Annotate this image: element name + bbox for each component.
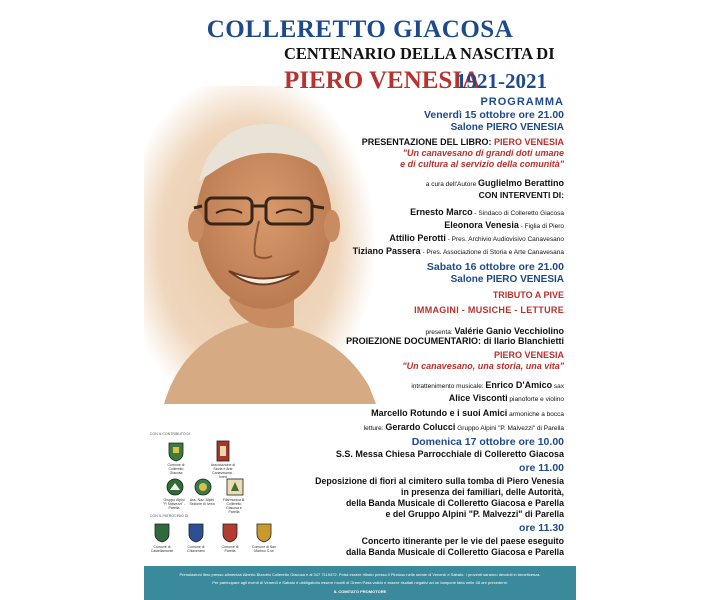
flowers-line: Deposizione di fiori al cimitero sulla tomba di Piero Venesia	[315, 476, 564, 486]
documentary-author: di Ilario Blanchietti	[483, 336, 564, 346]
footer-bar	[144, 566, 576, 600]
logo-caption: Gruppo Alpini "P. Malvezzi" - Parella	[162, 498, 186, 510]
tribute-title: TRIBUTO A PIVE	[492, 290, 564, 300]
honoree-name: PIERO VENESIA	[284, 67, 481, 94]
portrait-photo	[144, 86, 376, 404]
coat-of-arms-icon	[168, 442, 184, 462]
reader-name: Gerardo Colucci	[385, 422, 456, 432]
logo-caption: Comune di Colleretto Giacosa	[167, 463, 185, 475]
music-prefix: intrattenimento musicale:	[411, 383, 486, 390]
readings-prefix: letture:	[363, 425, 386, 432]
footer-signature: IL COMITATO PROMOTORE	[333, 589, 387, 594]
presenter-prefix: presenta:	[425, 329, 455, 336]
alpini-group-icon	[166, 478, 184, 496]
book-presentation	[362, 138, 564, 147]
speaker-name: Eleonora Venesia	[444, 220, 519, 230]
readings-line	[364, 418, 564, 434]
harmonica-name: Marcello Rotundo e i suoi Amici	[371, 408, 508, 418]
san-martino-crest-icon	[256, 523, 272, 543]
logo-caption: Associazione di Storia e Arte Canavesana - Ivrea	[210, 463, 236, 479]
book-title: PIERO VENESIA	[493, 137, 564, 147]
flowers-line: in presenza dei familiari, delle Autorità,	[401, 487, 564, 497]
speaker-name: Tiziano Passera	[352, 246, 421, 256]
mass-line: S.S. Messa Chiesa Parrocchiale di Colleretto Giacosa	[335, 449, 564, 459]
centenary-subtitle: CENTENARIO DELLA NASCITA DI	[284, 44, 555, 63]
speaker-name: Ernesto Marco	[410, 207, 473, 217]
sponsor-logos	[150, 432, 290, 562]
tribute-themes: IMMAGINI - MUSICHE - LETTURE	[414, 305, 564, 315]
day3-time-3: ore 11.30	[519, 522, 564, 534]
program-heading: PROGRAMMA	[480, 96, 564, 108]
author-name: Guglielmo Berattino	[477, 178, 564, 188]
logo-caption: Filarmonica B. Colleretto Giacosa e Parella	[222, 498, 246, 514]
author-line	[426, 174, 564, 190]
logo-caption: Comune di Parella	[221, 545, 239, 553]
association-emblem-icon	[216, 440, 230, 462]
reader-group: Gruppo Alpini "P. Malvezzi" di Parella	[455, 425, 564, 432]
contributors-label: CON IL CONTRIBUTO DI	[150, 432, 191, 436]
speaker-role: - Sindaco di Colleretto Giacosa	[472, 210, 564, 217]
book-quote-2: e di cultura al servizio della comunità"	[400, 159, 564, 169]
documentary-quote: "Un canavesano, una storia, una vita"	[402, 361, 564, 371]
harmonica-instrument: armoniche a bocca	[507, 411, 564, 418]
speaker-row	[353, 242, 564, 258]
speaker-role: - Figlia di Piero	[518, 223, 564, 230]
speaker-role: - Pres. Associazione di Storia e Arte Canavesana	[420, 249, 564, 256]
day1-place: Salone PIERO VENESIA	[450, 122, 564, 133]
musician-name: Alice Visconti	[448, 393, 508, 403]
patronage-label: CON IL PATROCINIO DI	[150, 514, 189, 518]
day2-date: Sabato 16 ottobre ore 21.00	[426, 261, 564, 273]
town-title: COLLERETTO GIACOSA	[206, 16, 514, 43]
flowers-line: e del Gruppo Alpini "P. Malvezzi" di Parella	[385, 509, 564, 519]
documentary-line	[346, 337, 564, 346]
day3-date: Domenica 17 ottobre ore 10.00	[411, 436, 564, 448]
musician-instrument: sax	[552, 383, 564, 390]
day1-date: Venerdì 15 ottobre ore 21.00	[423, 109, 564, 121]
documentary-prefix: PROIEZIONE DOCUMENTARIO:	[346, 336, 484, 346]
book-quote-1: "Un canavesano di grandi doti umane	[402, 148, 564, 158]
presenter-name: Valérie Ganio Vecchiolino	[454, 326, 564, 336]
castellamonte-crest-icon	[154, 523, 170, 543]
logo-caption: Ass. Naz. Alpini Sezione di Ivrea	[189, 498, 215, 506]
speaker-role: - Pres. Archivio Audiovisivo Canavesano	[445, 236, 564, 243]
logo-caption: Comune di Castellamonte	[150, 545, 174, 553]
band-emblem-icon	[226, 478, 244, 496]
centenary-years: 1921-2021	[456, 69, 547, 93]
documentary-title: PIERO VENESIA	[493, 350, 564, 360]
day3-time-2: ore 11.00	[519, 462, 564, 474]
speaker-name: Attilio Perotti	[389, 233, 446, 243]
book-prefix: PRESENTAZIONE DEL LIBRO:	[361, 137, 494, 147]
footer-line-2: Per partecipare agli eventi di Venerdì e Sabato è obbligatorio essere muniti di Green Pass valido e essere risultati negativi ad un tampone fatto nelle 48 ore precedenti.	[212, 580, 508, 585]
day2-place: Salone PIERO VENESIA	[450, 274, 564, 285]
parella-crest-icon	[222, 523, 238, 543]
music-line-2	[449, 389, 564, 405]
concert-line: dalla Banda Musicale di Colleretto Giacosa e Parella	[345, 547, 564, 557]
flowers-line: della Banda Musicale di Colleretto Giacosa e Parella	[345, 498, 564, 508]
logo-caption: Comune di San Martino C.se	[251, 545, 277, 553]
musician-name: Enrico D'Amico	[485, 380, 553, 390]
event-poster	[144, 0, 576, 600]
chiaverano-crest-icon	[188, 523, 204, 543]
contributions-label: CON INTERVENTI DI:	[478, 190, 564, 200]
author-prefix: a cura dell'Autore	[425, 181, 478, 188]
musician-instrument: pianoforte e violino	[507, 396, 564, 403]
concert-line: Concerto itinerante per le vie del paese eseguito	[361, 536, 564, 546]
logo-caption: Comune di Chiaverano	[187, 545, 205, 553]
ana-section-icon	[194, 478, 212, 496]
footer-line-1: Prenotazioni libro presso alimentari Alberto Bizzotto Colleretto Giacosa e al 347 7119472. Potrà essere ritirato presso il Pluriuso nelle serate di Venerdì e Sabato. I proventi saranno devoluti in beneficenza.	[179, 572, 541, 577]
